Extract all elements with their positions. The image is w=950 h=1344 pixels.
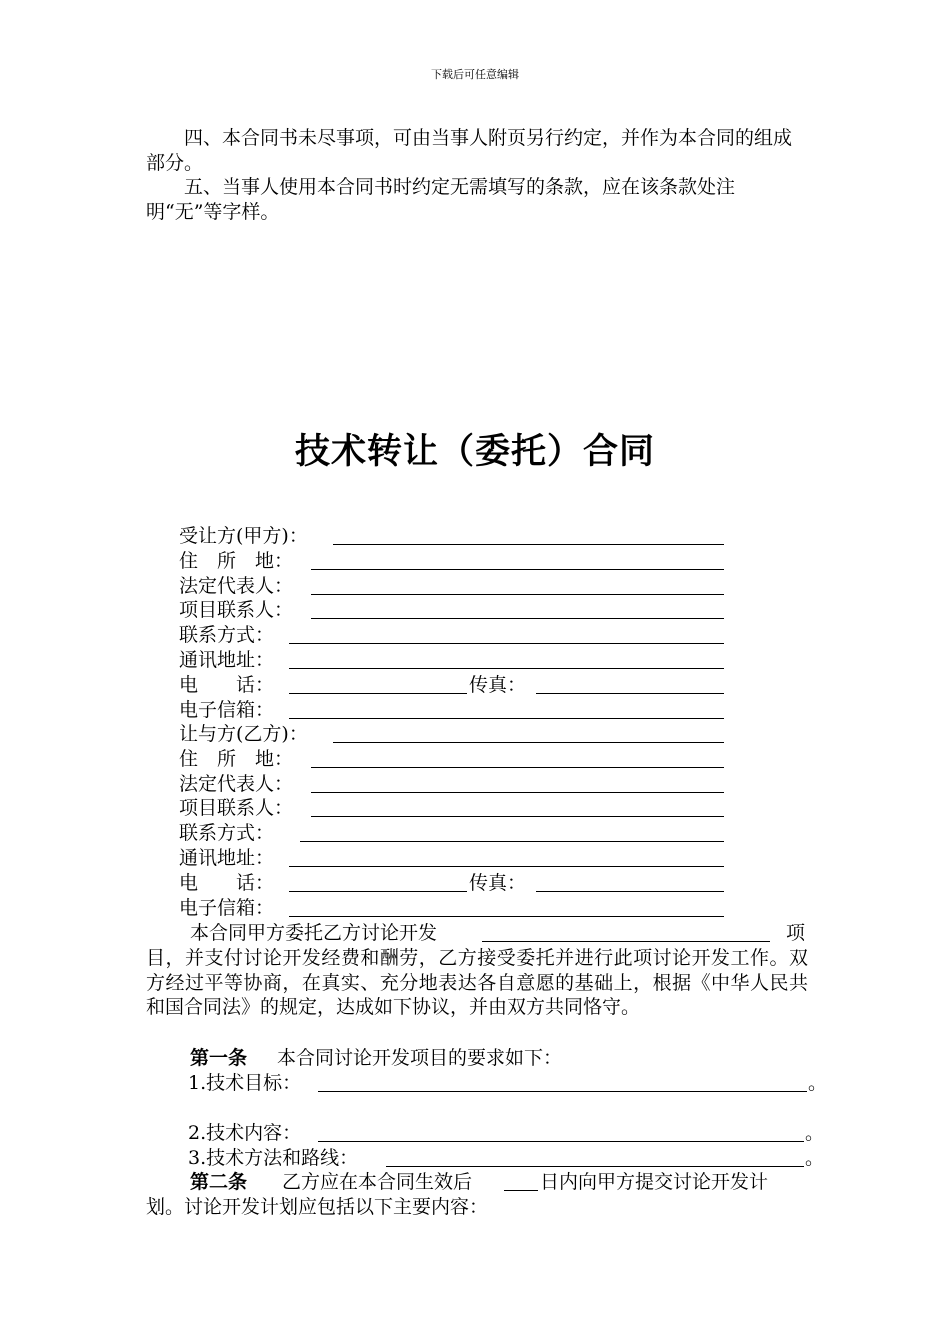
article-1-item-1-period: 。 <box>808 1072 828 1094</box>
tech-goal-blank[interactable] <box>318 1091 807 1092</box>
party-b-name-label: 让与方(乙方)： <box>179 723 308 745</box>
party-a-mail-address-label: 通讯地址： <box>179 649 275 671</box>
party-a-fax-blank[interactable] <box>536 693 724 694</box>
party-b-contact-method-blank[interactable] <box>300 841 724 842</box>
party-b-fax-blank[interactable] <box>536 891 724 892</box>
party-b-address-label: 住 所 地： <box>179 748 294 770</box>
intro-start: 本合同甲方委托乙方讨论开发 <box>190 922 438 944</box>
clause-four: 四、本合同书未尽事项，可由当事人附页另行约定，并作为本合同的组成部分。 <box>146 127 793 174</box>
party-b-mail-address-blank[interactable] <box>289 866 724 867</box>
article-1-item-3-period: 。 <box>805 1147 825 1169</box>
party-b-address-blank[interactable] <box>311 767 724 768</box>
page-header: 下载后可任意编辑 <box>431 68 519 81</box>
tech-content-blank[interactable] <box>318 1141 804 1142</box>
article-1-item-2-period: 。 <box>805 1122 825 1144</box>
project-name-blank[interactable] <box>482 941 770 942</box>
article-1-text: 本合同讨论开发项目的要求如下： <box>277 1047 563 1069</box>
party-a-email-blank[interactable] <box>289 718 724 719</box>
party-a-rep-label: 法定代表人： <box>179 575 294 597</box>
article-2-text-a: 乙方应在本合同生效后 <box>282 1171 473 1193</box>
article-2-heading: 第二条 <box>190 1171 248 1193</box>
party-a-mail-address-blank[interactable] <box>289 668 724 669</box>
party-a-name-blank[interactable] <box>333 544 724 545</box>
clause-five: 五、当事人使用本合同书时约定无需填写的条款，应在该条款处注明“无”等字样。 <box>146 176 736 223</box>
party-b-email-label: 电子信箱： <box>179 897 275 919</box>
party-a-phone-label: 电 话： <box>179 674 275 696</box>
party-b-phone-field <box>179 871 739 896</box>
party-a-fax-label: 传真： <box>469 674 527 696</box>
party-a-contact-person-label: 项目联系人： <box>179 599 294 621</box>
intro-paragraph: 目，并支付讨论开发经费和酬劳，乙方接受委托并进行此项讨论开发工作。双方经过平等协商，在真实、充分地表达各自意愿的基础上，根据《中华人民共和国合同法》的规定，达成如下协议，并由双方共同恪守。 <box>146 947 808 1018</box>
party-a-address-blank[interactable] <box>311 569 724 570</box>
party-a-email-label: 电子信箱： <box>179 699 275 721</box>
party-a-contact-person-blank[interactable] <box>311 618 724 619</box>
article-1-item-1-label: 1.技术目标： <box>188 1072 302 1094</box>
contract-title: 技术转让（委托）合同 <box>294 432 655 472</box>
party-a-phone-field <box>179 673 739 698</box>
party-a-name-label: 受让方(甲方)： <box>179 525 308 547</box>
party-a-contact-method-blank[interactable] <box>289 643 724 644</box>
party-b-contact-method-label: 联系方式： <box>179 822 275 844</box>
party-b-rep-blank[interactable] <box>311 792 724 793</box>
party-b-email-blank[interactable] <box>289 916 724 917</box>
party-a-rep-blank[interactable] <box>311 594 724 595</box>
party-b-contact-person-blank[interactable] <box>311 816 724 817</box>
party-b-rep-label: 法定代表人： <box>179 773 294 795</box>
article-2-text-b: 日内向甲方提交讨论开发计 <box>540 1171 769 1193</box>
days-blank[interactable] <box>504 1190 538 1191</box>
party-a-address-label: 住 所 地： <box>179 550 294 572</box>
intro-item-word: 项 <box>786 922 806 944</box>
party-a-contact-method-label: 联系方式： <box>179 624 275 646</box>
article-1-item-3-label: 3.技术方法和路线： <box>188 1147 359 1169</box>
party-b-phone-label: 电 话： <box>179 872 275 894</box>
party-a-phone-blank[interactable] <box>289 693 467 694</box>
party-b-mail-address-label: 通讯地址： <box>179 847 275 869</box>
party-b-contact-person-label: 项目联系人： <box>179 797 294 819</box>
party-b-fax-label: 传真： <box>469 872 527 894</box>
tech-method-blank[interactable] <box>386 1166 804 1167</box>
article-1-heading: 第一条 <box>190 1047 248 1069</box>
party-b-name-blank[interactable] <box>333 742 724 743</box>
party-b-phone-blank[interactable] <box>289 891 467 892</box>
article-2-text-c: 划。讨论开发计划应包括以下主要内容： <box>146 1196 489 1218</box>
article-1-item-2-label: 2.技术内容： <box>188 1122 302 1144</box>
